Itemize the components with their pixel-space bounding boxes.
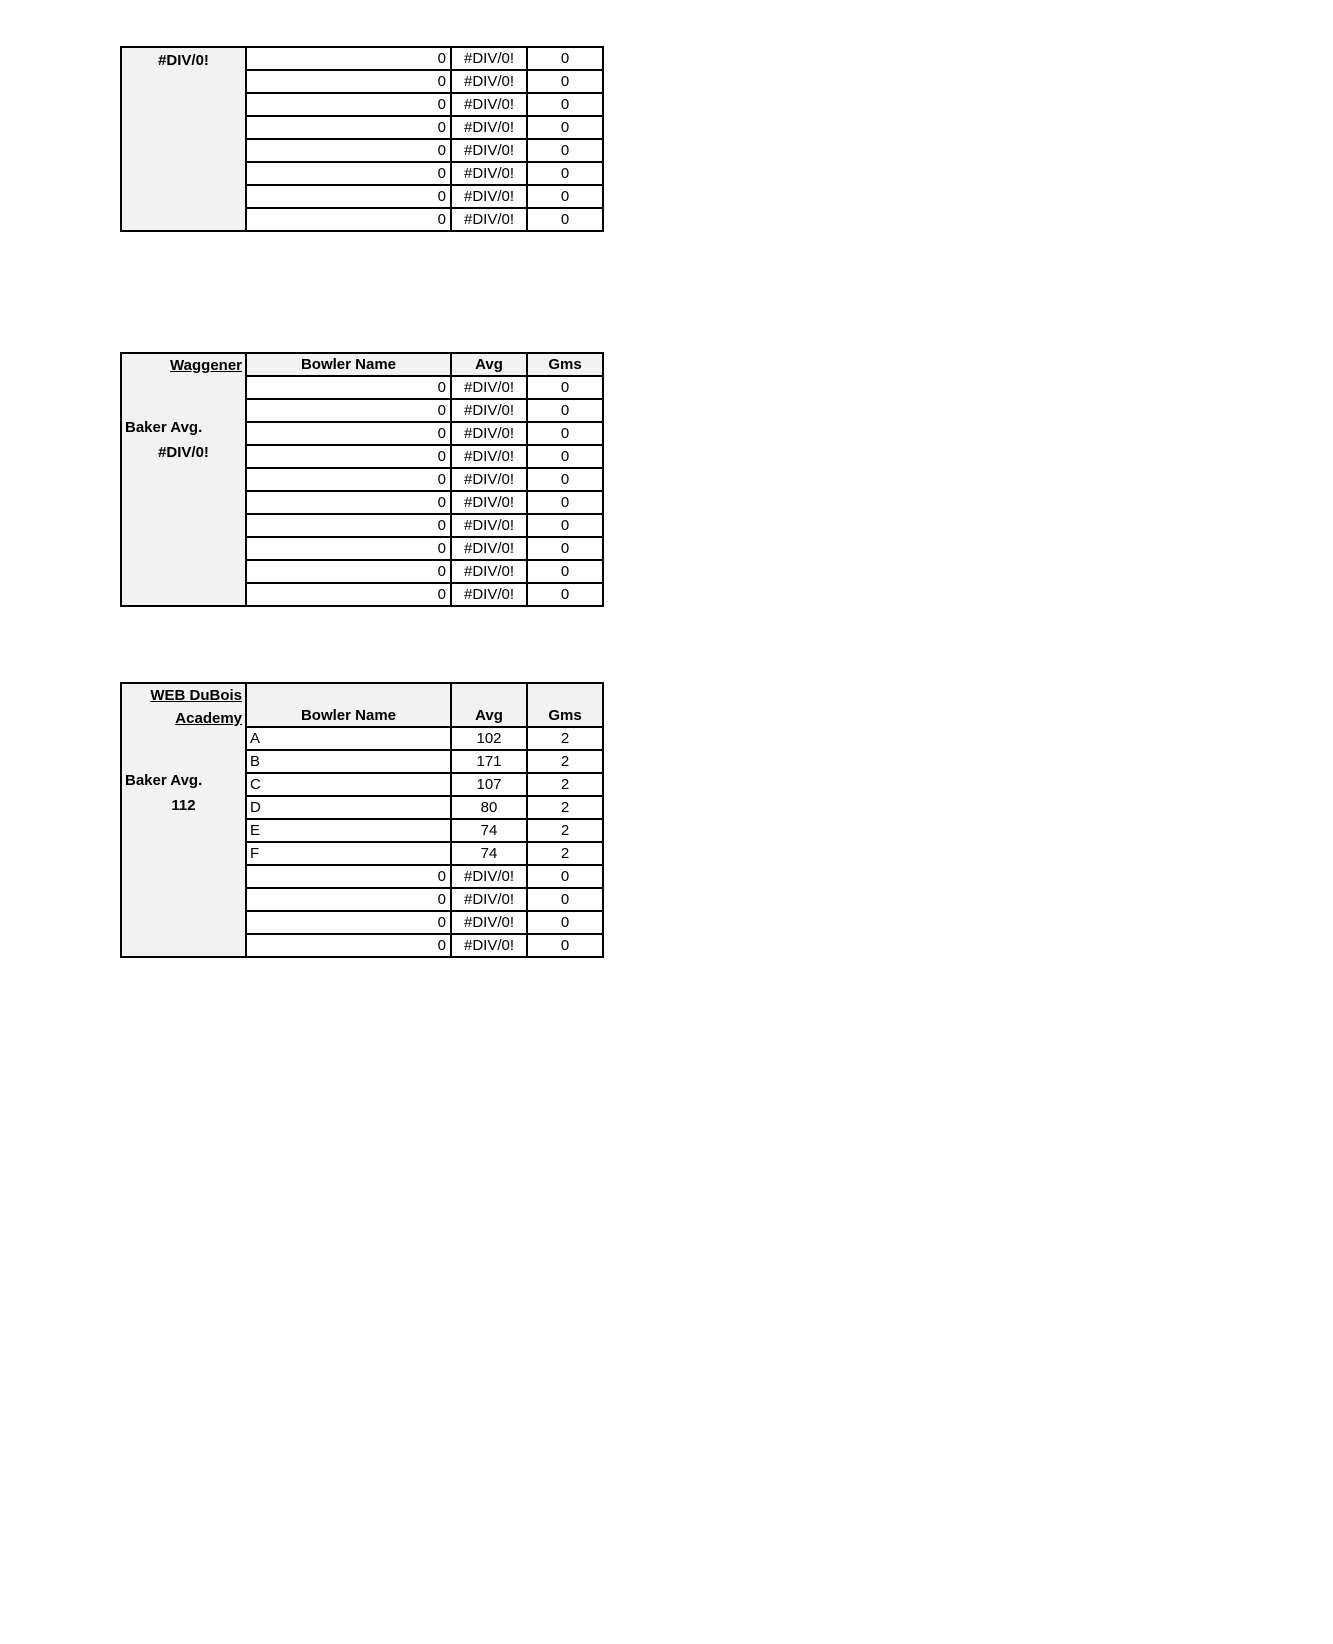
- team-table-waggener: [120, 352, 604, 607]
- gms-cell[interactable]: 0: [527, 47, 603, 70]
- avg-cell[interactable]: #DIV/0!: [451, 468, 527, 491]
- team-table-web-dubois: [120, 682, 604, 958]
- bowler-name-cell[interactable]: 0: [246, 911, 451, 934]
- bowler-name-cell[interactable]: 0: [246, 422, 451, 445]
- bowler-name-cell[interactable]: 0: [246, 47, 451, 70]
- avg-cell[interactable]: #DIV/0!: [451, 865, 527, 888]
- gms-cell[interactable]: 0: [527, 70, 603, 93]
- bowler-name-cell[interactable]: 0: [246, 208, 451, 231]
- gms-cell[interactable]: 0: [527, 934, 603, 957]
- avg-cell[interactable]: #DIV/0!: [451, 583, 527, 606]
- gms-cell[interactable]: 0: [527, 116, 603, 139]
- avg-cell[interactable]: #DIV/0!: [451, 162, 527, 185]
- bowler-name-cell[interactable]: E: [246, 819, 451, 842]
- baker-avg-value: 112: [171, 797, 196, 814]
- avg-cell[interactable]: 74: [451, 842, 527, 865]
- gms-cell[interactable]: 2: [527, 727, 603, 750]
- baker-avg-label: Baker Avg.: [125, 772, 203, 789]
- team-name-line1: WEB DuBois: [122, 684, 245, 707]
- bowler-name-cell[interactable]: B: [246, 750, 451, 773]
- avg-cell[interactable]: #DIV/0!: [451, 934, 527, 957]
- bowler-name-cell[interactable]: 0: [246, 445, 451, 468]
- avg-cell[interactable]: #DIV/0!: [451, 560, 527, 583]
- avg-cell[interactable]: #DIV/0!: [451, 139, 527, 162]
- gms-cell[interactable]: 2: [527, 796, 603, 819]
- avg-cell[interactable]: 171: [451, 750, 527, 773]
- avg-cell[interactable]: #DIV/0!: [451, 399, 527, 422]
- avg-cell[interactable]: #DIV/0!: [451, 514, 527, 537]
- avg-cell[interactable]: 80: [451, 796, 527, 819]
- bowler-name-cell[interactable]: 0: [246, 399, 451, 422]
- bowler-name-cell[interactable]: C: [246, 773, 451, 796]
- bowler-name-cell[interactable]: 0: [246, 162, 451, 185]
- gms-cell[interactable]: 0: [527, 139, 603, 162]
- bowler-name-header: Bowler Name: [246, 683, 451, 727]
- bowler-name-cell[interactable]: F: [246, 842, 451, 865]
- baker-avg-value: #DIV/0!: [158, 444, 209, 461]
- avg-cell[interactable]: #DIV/0!: [451, 208, 527, 231]
- bowler-name-cell[interactable]: 0: [246, 93, 451, 116]
- baker-avg-label: Baker Avg.: [125, 419, 203, 436]
- bowler-name-cell[interactable]: 0: [246, 560, 451, 583]
- team-table-1: [120, 46, 604, 232]
- team-table-1-body: [121, 47, 603, 231]
- bowler-name-cell[interactable]: A: [246, 727, 451, 750]
- avg-cell[interactable]: #DIV/0!: [451, 93, 527, 116]
- gms-cell[interactable]: 0: [527, 514, 603, 537]
- gms-cell[interactable]: 0: [527, 376, 603, 399]
- avg-header: Avg: [451, 683, 527, 727]
- bowler-name-cell[interactable]: 0: [246, 185, 451, 208]
- table-row: [121, 47, 603, 70]
- gms-cell[interactable]: 2: [527, 819, 603, 842]
- avg-cell[interactable]: #DIV/0!: [451, 445, 527, 468]
- bowler-name-cell[interactable]: 0: [246, 491, 451, 514]
- avg-cell[interactable]: 74: [451, 819, 527, 842]
- gms-cell[interactable]: 2: [527, 842, 603, 865]
- header-row: [121, 353, 603, 376]
- avg-cell[interactable]: #DIV/0!: [451, 47, 527, 70]
- gms-cell[interactable]: 0: [527, 865, 603, 888]
- avg-cell[interactable]: #DIV/0!: [451, 185, 527, 208]
- gms-cell[interactable]: 0: [527, 422, 603, 445]
- gms-cell[interactable]: 2: [527, 750, 603, 773]
- bowler-name-cell[interactable]: 0: [246, 888, 451, 911]
- bowler-name-cell[interactable]: 0: [246, 865, 451, 888]
- gms-cell[interactable]: 0: [527, 208, 603, 231]
- avg-cell[interactable]: #DIV/0!: [451, 116, 527, 139]
- avg-cell[interactable]: #DIV/0!: [451, 911, 527, 934]
- bowler-name-cell[interactable]: 0: [246, 583, 451, 606]
- avg-cell[interactable]: 102: [451, 727, 527, 750]
- gms-cell[interactable]: 0: [527, 537, 603, 560]
- avg-header: Avg: [451, 353, 527, 376]
- gms-cell[interactable]: 0: [527, 491, 603, 514]
- avg-cell[interactable]: 107: [451, 773, 527, 796]
- gms-header: Gms: [527, 353, 603, 376]
- avg-cell[interactable]: #DIV/0!: [451, 537, 527, 560]
- gms-cell[interactable]: 0: [527, 185, 603, 208]
- team-side-cell: [121, 683, 246, 957]
- avg-cell[interactable]: #DIV/0!: [451, 376, 527, 399]
- team-table-waggener-body: [121, 353, 603, 606]
- gms-cell[interactable]: 0: [527, 162, 603, 185]
- bowler-name-cell[interactable]: 0: [246, 70, 451, 93]
- team-table-web-dubois-body: [121, 683, 603, 957]
- team-name-line2: Academy: [122, 707, 245, 730]
- gms-cell[interactable]: 0: [527, 583, 603, 606]
- gms-cell[interactable]: 0: [527, 911, 603, 934]
- bowler-name-header: Bowler Name: [246, 353, 451, 376]
- team-name: Waggener: [122, 354, 245, 377]
- gms-cell[interactable]: 2: [527, 773, 603, 796]
- gms-cell[interactable]: 0: [527, 445, 603, 468]
- team-side-cell: [121, 353, 246, 606]
- bowler-name-cell[interactable]: 0: [246, 934, 451, 957]
- baker-avg-cell: [121, 47, 246, 231]
- avg-cell[interactable]: #DIV/0!: [451, 422, 527, 445]
- gms-cell[interactable]: 0: [527, 399, 603, 422]
- bowler-name-cell[interactable]: 0: [246, 537, 451, 560]
- bowler-name-cell[interactable]: 0: [246, 139, 451, 162]
- gms-cell[interactable]: 0: [527, 468, 603, 491]
- avg-cell[interactable]: #DIV/0!: [451, 491, 527, 514]
- gms-cell[interactable]: 0: [527, 560, 603, 583]
- gms-cell[interactable]: 0: [527, 888, 603, 911]
- bowler-name-cell[interactable]: 0: [246, 468, 451, 491]
- avg-cell[interactable]: #DIV/0!: [451, 70, 527, 93]
- gms-header: Gms: [527, 683, 603, 727]
- bowler-name-cell[interactable]: D: [246, 796, 451, 819]
- gms-cell[interactable]: 0: [527, 93, 603, 116]
- bowler-name-cell[interactable]: 0: [246, 116, 451, 139]
- header-row: [121, 683, 603, 727]
- baker-avg-value: #DIV/0!: [158, 52, 209, 69]
- bowler-name-cell[interactable]: 0: [246, 514, 451, 537]
- avg-cell[interactable]: #DIV/0!: [451, 888, 527, 911]
- bowler-name-cell[interactable]: 0: [246, 376, 451, 399]
